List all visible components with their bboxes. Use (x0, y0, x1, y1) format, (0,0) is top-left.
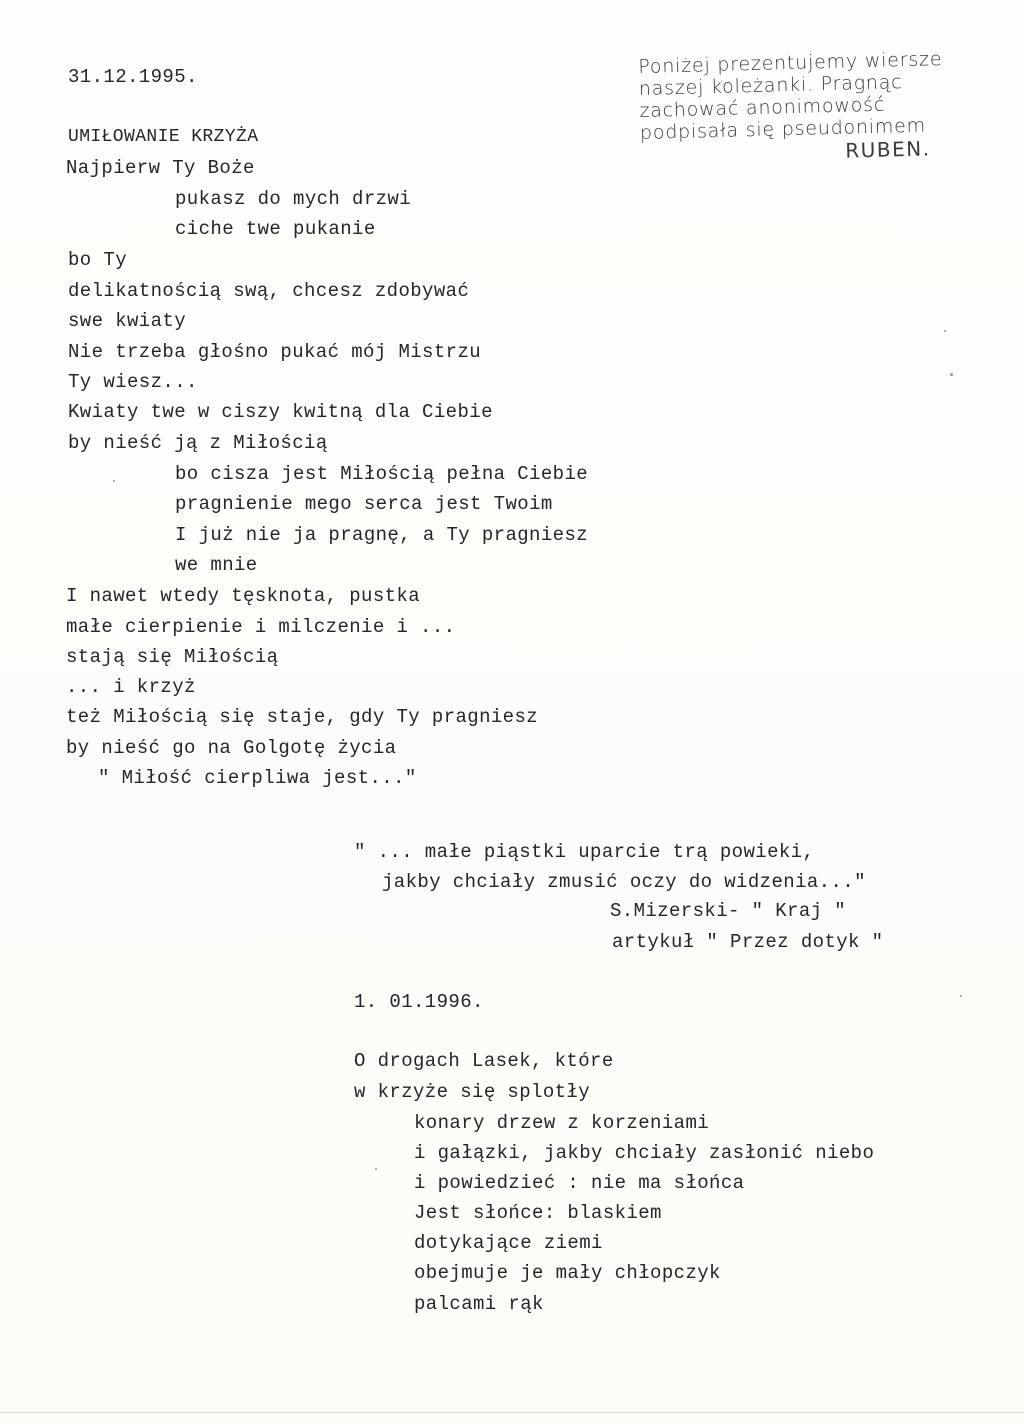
poem-line: bo Ty (68, 249, 128, 271)
poem-line: małe cierpienie i milczenie i ... (66, 616, 456, 638)
poem-line: konary drzew z korzeniami (414, 1112, 710, 1134)
quote-line: " ... małe piąstki uparcie trą powieki, (354, 841, 815, 863)
quote-line: jakby chciały zmusić oczy do widzenia..." (382, 871, 866, 893)
note-line: zachować anonimowość (639, 93, 886, 122)
poem-line: pukasz do mych drzwi (175, 188, 412, 210)
poem-line: dotykające ziemi (414, 1232, 603, 1254)
poem-line: i powiedzieć : nie ma słońca (414, 1172, 745, 1194)
note-line: Poniżej prezentujemy wiersze (638, 48, 943, 78)
note-signature: RUBEN. (845, 136, 931, 163)
poem-line: delikatnością swą, chcesz zdobywać (68, 280, 470, 302)
quote-source: artykuł " Przez dotyk " (612, 931, 884, 953)
scan-speck (375, 1168, 377, 1170)
poem2-date: 1. 01.1996. (354, 991, 484, 1013)
poem-line: swe kwiaty (68, 310, 187, 332)
poem-line: palcami rąk (414, 1293, 544, 1315)
note-line: naszej koleżanki. Pragnąc (638, 71, 903, 100)
poem-line: i gałązki, jakby chciały zasłonić niebo (414, 1142, 875, 1164)
poem-line: pragnienie mego serca jest Twoim (175, 493, 553, 515)
poem-line: by nieść go na Golgotę życia (66, 737, 397, 759)
poem-line: stają się Miłością (66, 646, 279, 668)
poem-line: ciche twe pukanie (175, 218, 376, 240)
quote-source: S.Mizerski- " Kraj " (610, 900, 847, 922)
poem-line: " Miłość cierpliwa jest..." (98, 767, 417, 789)
scan-speck (113, 480, 115, 482)
scan-speck (944, 330, 946, 332)
poem-line: we mnie (175, 554, 258, 576)
poem-line: O drogach Lasek, które (354, 1050, 614, 1072)
poem1-title: UMIŁOWANIE KRZYŻA (68, 127, 259, 147)
poem1-date: 31.12.1995. (68, 66, 198, 88)
scan-speck (960, 995, 962, 997)
poem-line: ... i krzyż (66, 676, 196, 698)
note-line: podpisała się pseudonimem (639, 114, 927, 144)
poem-line: obejmuje je mały chłopczyk (414, 1262, 721, 1284)
poem-line: w krzyże się splotły (354, 1081, 591, 1103)
poem-line: by nieść ją z Miłością (68, 432, 328, 454)
poem-line: Najpierw Ty Boże (66, 157, 255, 179)
poem-line: I nawet wtedy tęsknota, pustka (66, 585, 421, 607)
poem-line: też Miłością się staje, gdy Ty pragniesz (66, 706, 539, 728)
poem-line: Ty wiesz... (68, 371, 198, 393)
scan-speck (950, 373, 953, 376)
handwritten-note (638, 47, 971, 168)
poem-line: Kwiaty twe w ciszy kwitną dla Ciebie (68, 401, 493, 423)
poem-line: Nie trzeba głośno pukać mój Mistrzu (68, 341, 482, 363)
scan-edge-line (0, 1412, 1024, 1413)
poem-line: Jest słońce: blaskiem (414, 1202, 662, 1224)
poem-line: bo cisza jest Miłością pełna Ciebie (175, 463, 589, 485)
poem-line: I już nie ja pragnę, a Ty pragniesz (175, 524, 589, 546)
